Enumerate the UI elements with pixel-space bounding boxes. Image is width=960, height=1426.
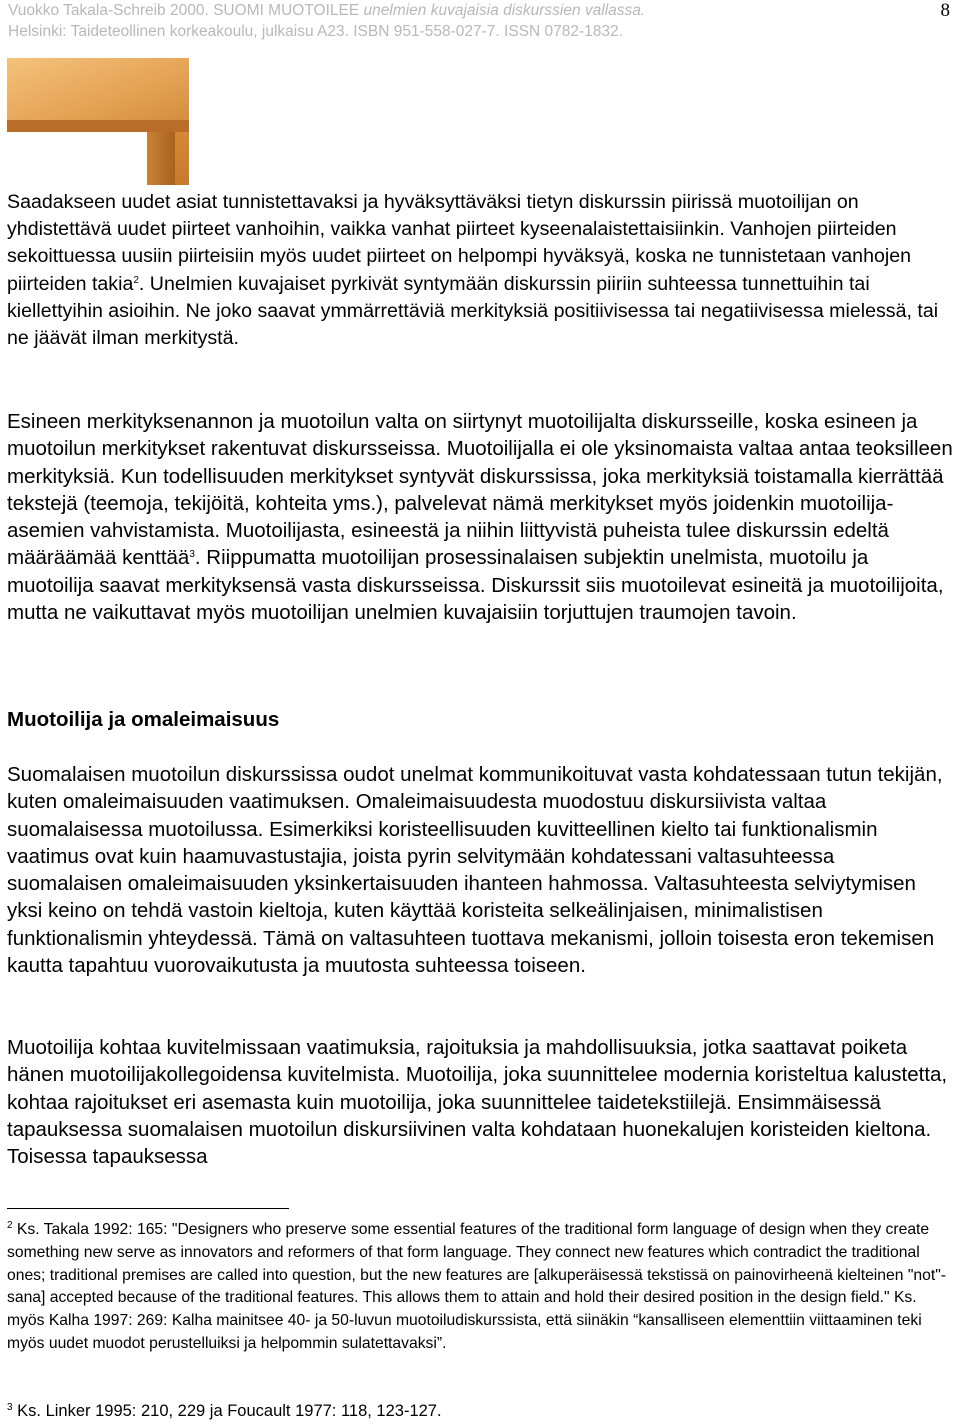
chair-seat-edge: [7, 120, 189, 132]
footnote-3: [7, 1400, 955, 1423]
section-heading: Muotoilija ja omaleimaisuus: [7, 708, 280, 731]
paragraph-2: [7, 408, 955, 626]
paragraph-3: Suomalaisen muotoilun diskurssissa oudot unelmat kommunikoituvat vasta kohdatessaan tutun tekijän, kuten omaleimaisuuden vaatimuksen. Omaleimaisuudesta muodostuu diskursiivista valtaa suomalaisessa muotoilussa. Esimerkiksi koristeellisuuden kuvitteellinen kielto tai funktionalismin vaatimus ovat kuin haamuvastustajia, joista pyrin selvitymään kohdatessani valtasuhteessa suomalaisen omaleimaisuuden yksinkertaisuuden ihanteen hahmossa. Valtasuhteesta selviytymisen yksi keino on tehdä vastoin kieltoja, kuten käyttää koristeita selkeälinjaisen, minimalistisen funktionalismin yhteydessä. Tämä on valtasuhteen tuottava mekanismi, jolloin toisesta eron tekemisen kautta tapahtuu vuorovaikutusta ja muutosta suhteessa toiseen.: [7, 763, 943, 978]
chair-seat: [7, 58, 189, 120]
header-book-title: unelmien kuvajaisia diskurssien vallassa.: [363, 2, 646, 19]
header-line-2: Helsinki: Taideteollinen korkeakoulu, julkaisu A23. ISBN 951-558-027-7. ISSN 0782-1832.: [8, 23, 623, 40]
footnote-ref-3[interactable]: 3: [189, 549, 195, 561]
paragraph-2-text-a: Esineen merkityksenannon ja muotoilun valta on siirtynyt muotoilijalta diskursseille, koska esineen ja muotoilun merkitykset rakentuvat diskursseissa. Muotoilijalla ei ole yksinomaista valtaa antaa teoksilleen merkityksiä. Kun todellisuuden merkitykset syntyvät diskurssissa, joka merkityksiä toistamalla kierrättää tekstejä (teemoja, tekijöitä, kohteita yms.), palvelevat nämä merkitykset myös joidenkin muotoilija-asemien vahvistamista. Muotoilijasta, esineestä ja niihin liittyvistä puheista tulee diskurssin edeltä määräämää kenttää: [7, 410, 953, 570]
footnote-separator: [7, 1208, 289, 1209]
footnote-3-text: Ks. Linker 1995: 210, 229 ja Foucault 1977: 118, 123-127.: [17, 1402, 442, 1420]
chair-leg: [147, 132, 175, 185]
chair-background: [7, 132, 147, 185]
page-number: 8: [940, 0, 950, 21]
paragraph-1-text-a: Saadakseen uudet asiat tunnistettavaksi ja hyväksyttäväksi tietyn diskurssin piirissä muotoilijan on yhdistettävä uudet piirteet vanhoihin, vaikka vanhat piirteet kyseenalaistettaisiinkin. Vanhojen piirteiden sekoittuessa uusiin piirteisiin myös uudet piirteet on helpompi hyväksyä, koska ne tunnistetaan vanhojen piirteiden takia: [7, 191, 912, 295]
chair-photo: [7, 58, 189, 185]
footnote-ref-2[interactable]: 2: [133, 274, 139, 286]
footnote-2-number: 2: [7, 1220, 13, 1231]
footnote-2: [7, 1219, 955, 1356]
footnote-2-text: Ks. Takala 1992: 165: "Designers who preserve some essential features of the traditional form language of design when they create something new serve as innovators and reformers of that form language. They connect new features which contradict the traditional ones; traditional premises are called into question, but the new features are [alkuperäisessä tekstissä on painovirheenä kielteinen "not"-sana] accepted because of the traditional features. This allows them to attain and hold their desired position in the design field." Ks. myös Kalha 1997: 269: Kalha mainitsee 40- ja 50-luvun muotoiludiskurssista, että siinäkin “kansalliseen elementtiin viittaaminen teki myös uudet muodot perustelluiksi ja helpommin sulatettavaksi”.: [7, 1221, 946, 1352]
paragraph-4: Muotoilija kohtaa kuvitelmissaan vaatimuksia, rajoituksia ja mahdollisuuksia, jotka saattavat poiketa hänen muotoilijakollegoidensa kuvitelmista. Muotoilija, joka suunnittelee modernia koristeltua kalustetta, kohtaa rajoitukset eri asemasta kuin muotoilija, joka suunnittelee taidetekstiilejä. Ensimmäisessä tapauksessa suomalaisen muotoilun diskursiivinen valta kohdataan huonekalujen koristeiden kieltona. Toisessa tapauksessa: [7, 1036, 948, 1169]
paragraph-1: [7, 189, 955, 352]
running-header: [8, 0, 938, 42]
header-author: Vuokko Takala-Schreib 2000. SUOMI MUOTOILEE: [8, 2, 360, 19]
paragraph-1-text-b: . Unelmien kuvajaiset pyrkivät syntymään diskurssin piiriin suhteessa tunnettuihin tai kiellettyihin asioihin. Ne joko saavat ymmärrettäviä merkityksiä positiivisessa tai negatiivisessa mielessä, tai ne jäävät ilman merkitystä.: [7, 272, 939, 350]
footnote-3-number: 3: [7, 1402, 13, 1413]
header-line-1: [8, 0, 938, 21]
paragraph-2-text-b: . Riippumatta muotoilijan prosessinalaisen subjektin unelmista, muotoilu ja muotoilija saavat merkityksensä vasta diskursseissa. Diskurssit siis muotoilevat esineitä ja muotoilijoita, mutta ne vaikuttavat myös muotoilijan unelmien kuvajaisiin torjuttujen traumojen tavoin.: [7, 546, 944, 625]
